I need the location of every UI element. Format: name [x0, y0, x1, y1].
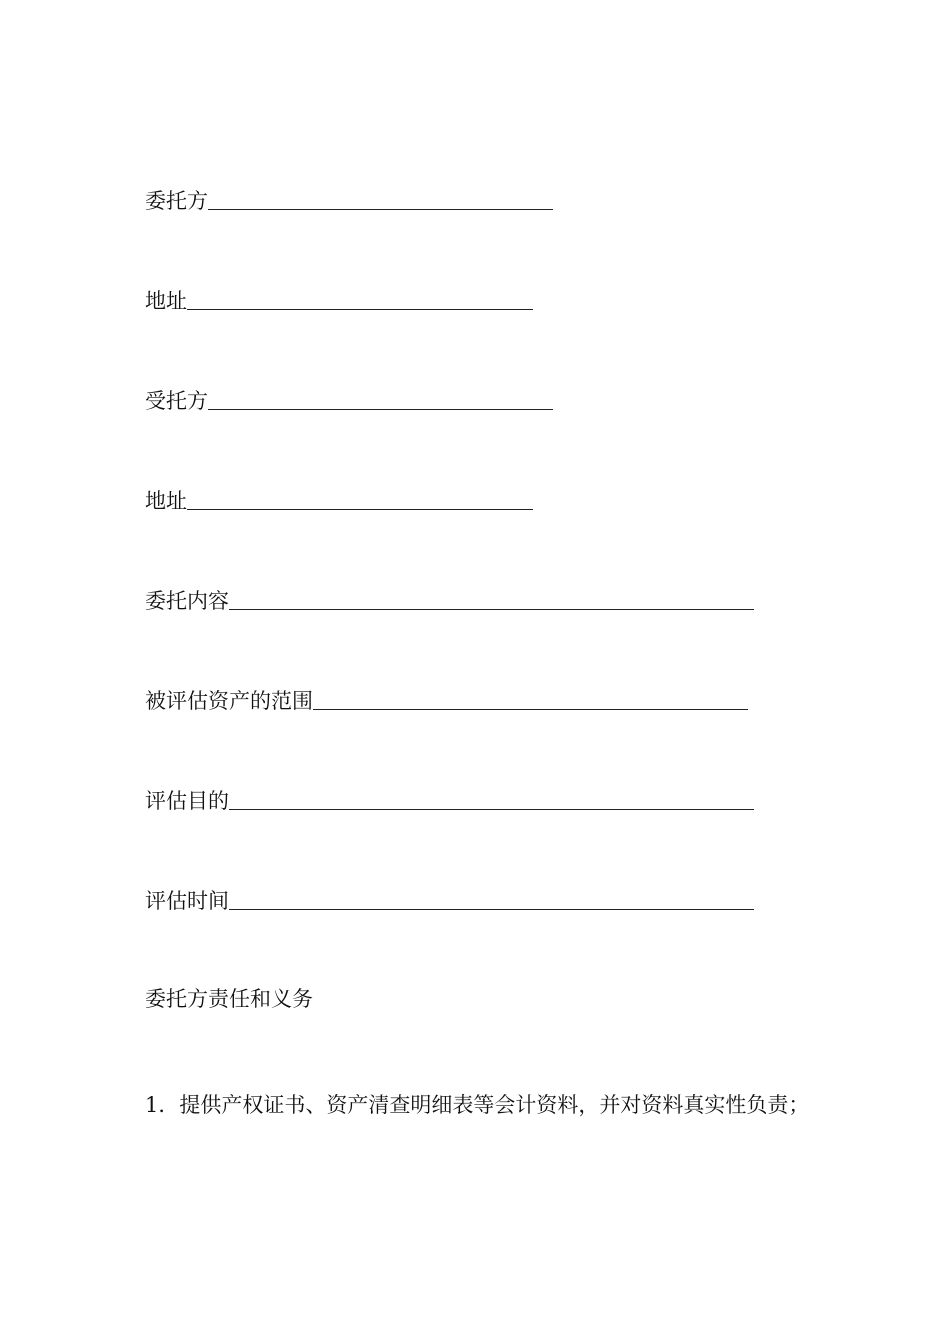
field-label: 评估时间 [145, 889, 229, 913]
blank-line[interactable] [229, 609, 754, 610]
field-client [145, 180, 553, 212]
blank-line[interactable] [229, 909, 754, 910]
blank-line[interactable] [187, 509, 533, 510]
list-item: 1．提供产权证书、资产清查明细表等会计资料，并对资料真实性负责； [145, 1093, 810, 1117]
blank-line[interactable] [313, 709, 748, 710]
field-asset-scope [145, 680, 748, 712]
blank-line[interactable] [208, 409, 553, 410]
field-label: 委托内容 [145, 589, 229, 613]
field-client-address [145, 280, 533, 312]
blank-line[interactable] [229, 809, 754, 810]
field-evaluation-purpose [145, 780, 754, 812]
blank-line[interactable] [187, 309, 533, 310]
field-commission-content [145, 580, 754, 612]
field-label: 委托方 [145, 189, 208, 213]
field-label: 评估目的 [145, 789, 229, 813]
field-evaluation-time [145, 880, 754, 912]
field-label: 地址 [145, 489, 187, 513]
field-label: 被评估资产的范围 [145, 689, 313, 713]
field-trustee [145, 380, 553, 412]
field-trustee-address [145, 480, 533, 512]
field-label: 地址 [145, 289, 187, 313]
field-label: 受托方 [145, 389, 208, 413]
blank-line[interactable] [208, 209, 553, 210]
section-heading: 委托方责任和义务 [145, 987, 313, 1011]
